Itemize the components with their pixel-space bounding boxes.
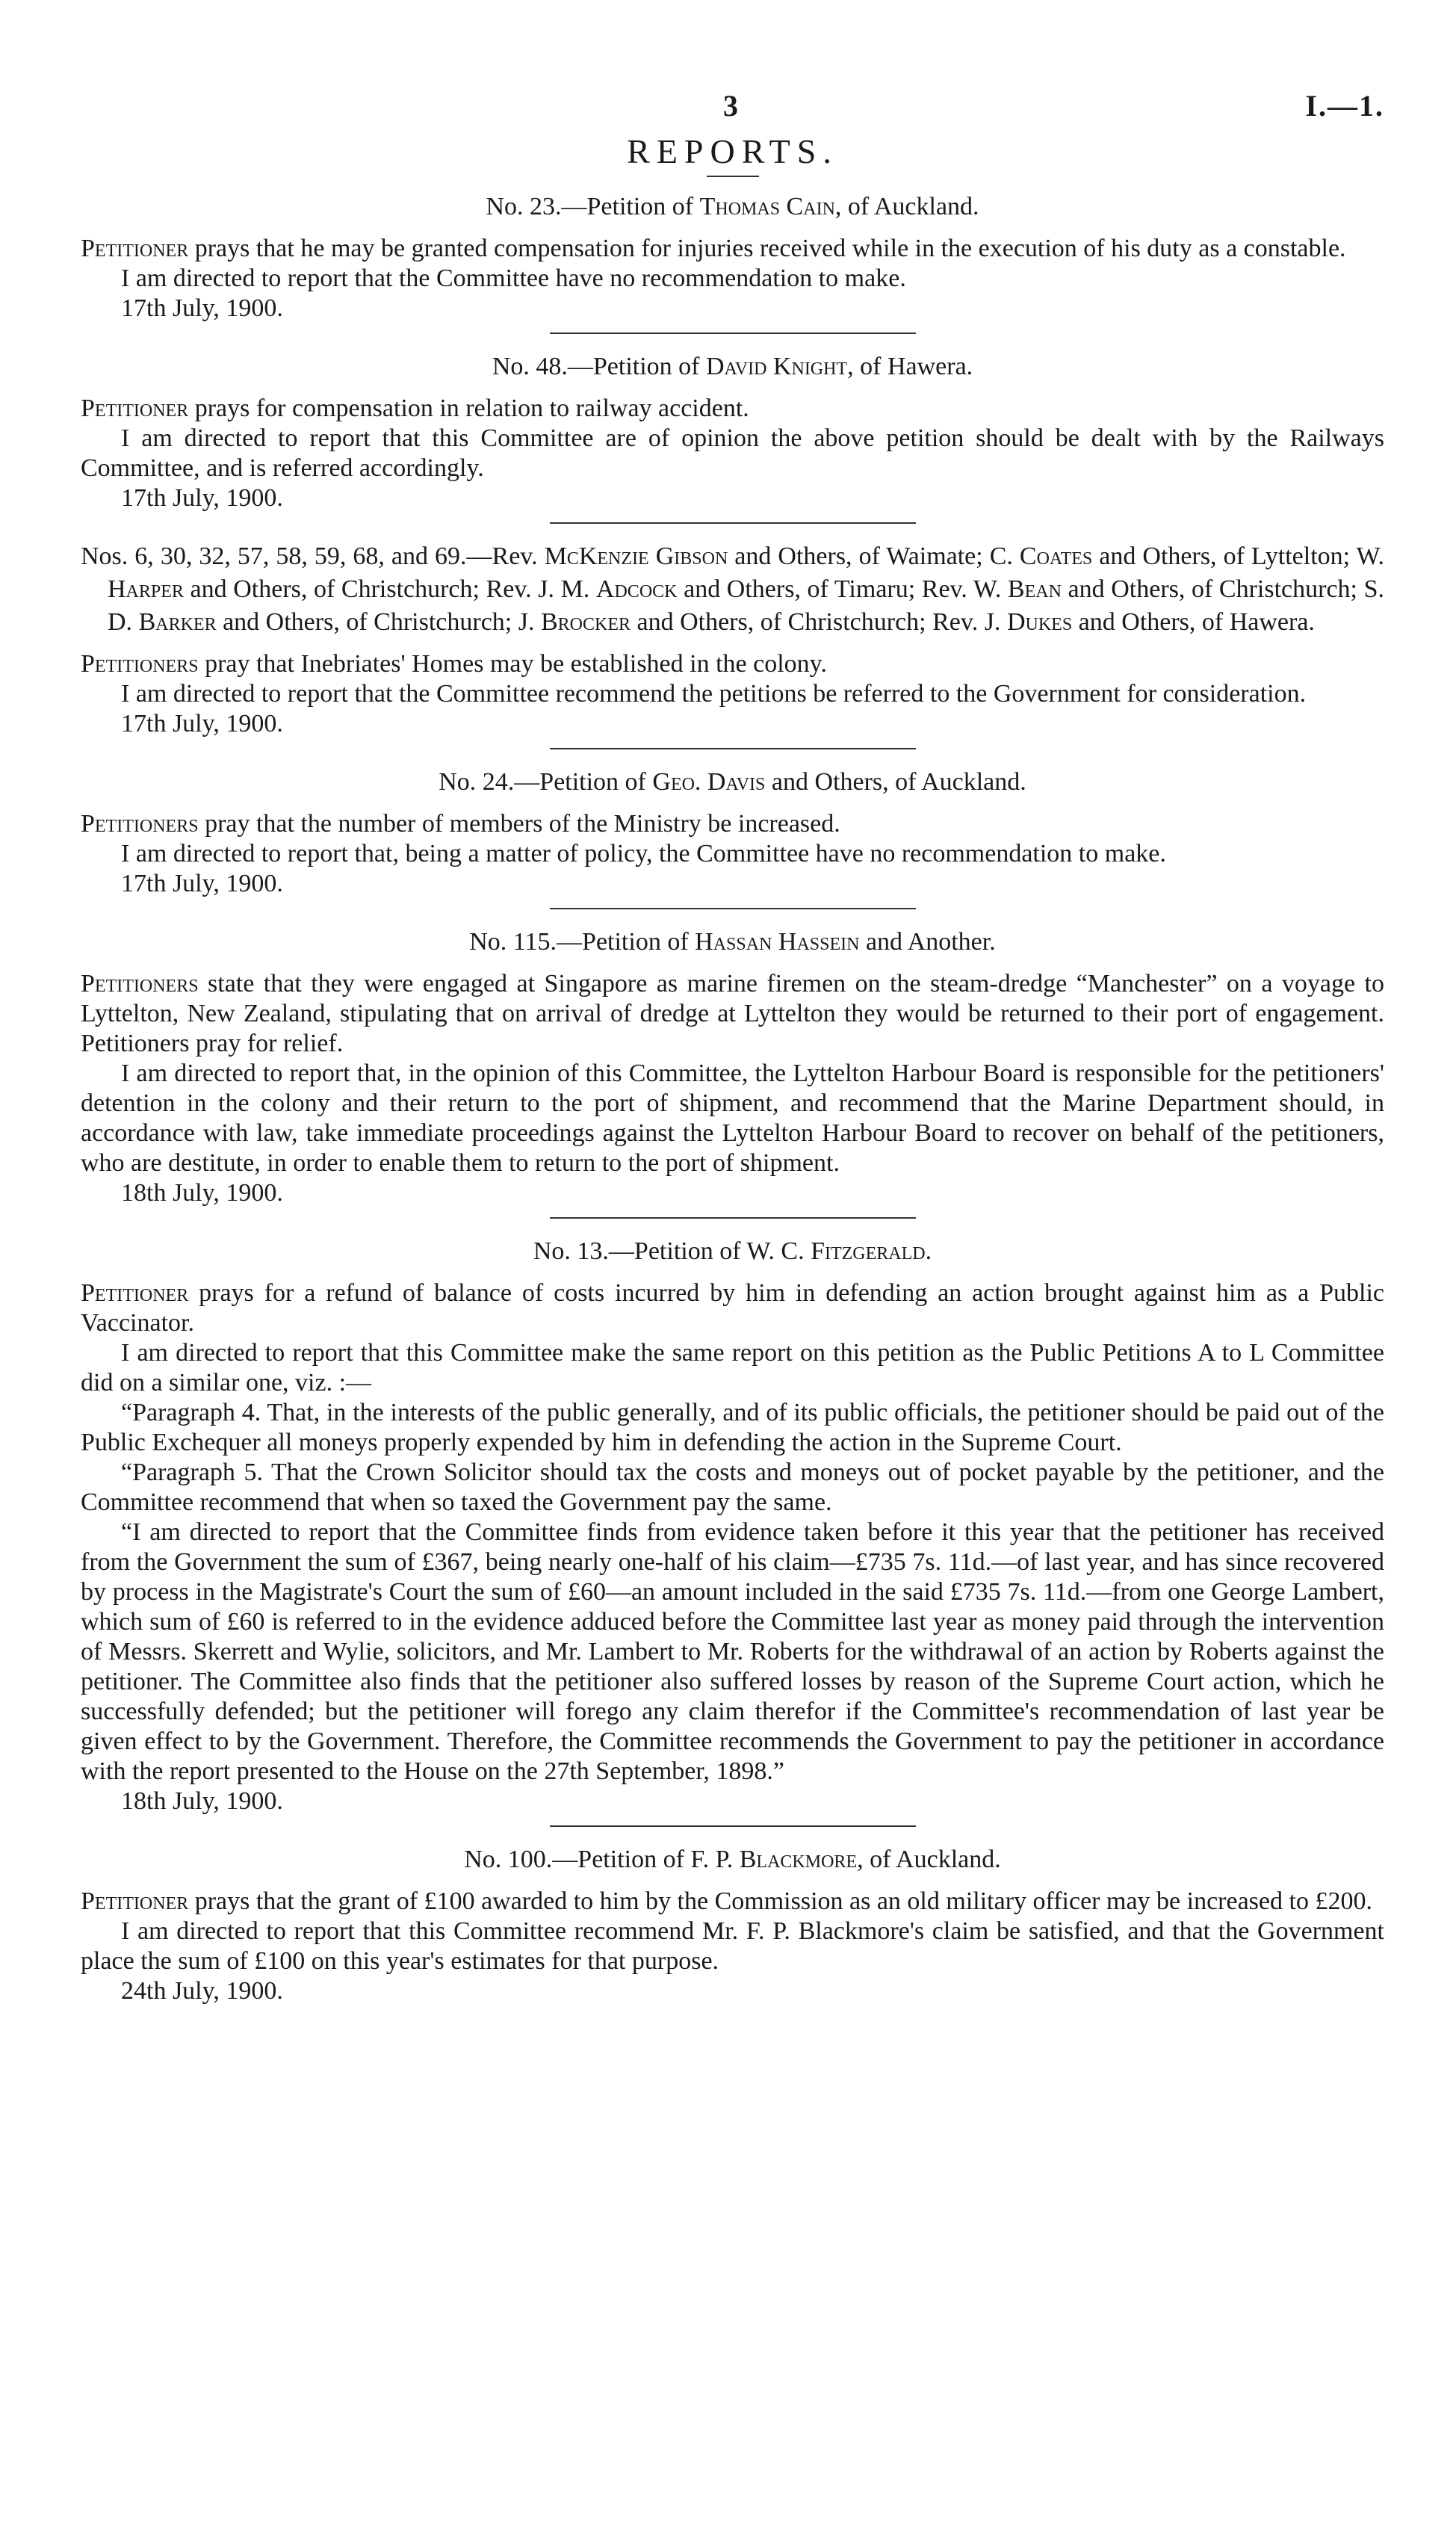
committee-report: I am directed to report that the Committee have no recommendation to make. — [121, 265, 906, 292]
report-date: 17th July, 1900. — [121, 870, 283, 897]
petition-heading: No. 100.—Petition of F. P. Blackmore, of Auckland. — [464, 1846, 1001, 1873]
committee-report: I am directed to report that, in the opinion of this Committee, the Lyttelton Harbour Board is responsible for the petitioners' detention in the colony and their return to the port of shipment, and recommend that the Marine Department should, in accordance with law, take immediate proceedings against the Lyttelton Harbour Board to recover on behalf of the petitioners, who are destitute, in order to enable them to return to the port of shipment. — [81, 1060, 1384, 1177]
petition-prayer: Petitioners state that they were engaged at Singapore as marine firemen on the steam-dredge “Manchester” on a voyage to Lyttelton, New Zealand, stipulating that on arrival of dredge at Lyttelton they would be returned to their port of engagement. Petitioners pray for relief. — [81, 970, 1384, 1057]
petitioner-name: David Knight — [705, 353, 848, 380]
page-title: REPORTS. — [627, 132, 838, 170]
quoted-paragraph-5: “Paragraph 5. That the Crown Solicitor should tax the costs and moneys out of pocket payable by the petitioner, and the Committee recommend that when so taxed the Government pay the same. — [81, 1459, 1384, 1516]
section-divider — [550, 908, 916, 909]
petition-48 — [81, 350, 1384, 513]
section-divider — [550, 1825, 916, 1827]
petitioner-name: Blackmore — [739, 1846, 858, 1873]
quoted-paragraph-4: “Paragraph 4. That, in the interests of the public generally, and of its public officials, the petitioner should be paid out of the Public Exchequer all moneys properly expended by him in defending the action in the Supreme Court. — [81, 1399, 1384, 1456]
page-header — [81, 88, 1384, 132]
petition-heading: Nos. 6, 30, 32, 57, 58, 59, 68, and 69.—Rev. McKenzie Gibson and Others, of Waimate; C. Coates and Others, of Lyttelton; W. Harper and Others, of Christchurch; Rev. J. M. Adcock and Others, of Timaru; Rev. W. Bean and Others, of Christchurch; S. D. Barker and Others, of Christchurch; J. Brocker and Others, of Christchurch; Rev. J. Dukes and Others, of Hawera. — [81, 542, 1385, 636]
petition-prayer: Petitioners pray that the number of members of the Ministry be increased. — [81, 810, 840, 838]
petition-prayer: Petitioners pray that Inebriates' Homes may be established in the colony. — [81, 650, 827, 678]
report-date: 17th July, 1900. — [121, 294, 283, 322]
petition-inebriates-homes — [81, 540, 1384, 739]
report-date: 17th July, 1900. — [121, 484, 283, 512]
committee-report: I am directed to report that, being a matter of policy, the Committee have no recommendation to make. — [121, 840, 1166, 867]
committee-report: I am directed to report that this Committee make the same report on this petition as the Public Petitions A to L Committee did on a similar one, viz. :— — [81, 1339, 1384, 1397]
petition-prayer: Petitioner prays for a refund of balance of costs incurred by him in defending an action brought against him as a Public Vaccinator. — [81, 1279, 1384, 1337]
petition-heading: No. 23.—Petition of Thomas Cain, of Auckland. — [486, 193, 979, 220]
petition-heading: No. 13.—Petition of W. C. Fitzgerald. — [533, 1237, 932, 1265]
committee-report: I am directed to report that this Committee are of opinion the above petition should be dealt with by the Railways Committee, and is referred accordingly. — [81, 424, 1384, 482]
committee-report: I am directed to report that this Committee recommend Mr. F. P. Blackmore's claim be satisfied, and that the Government place the sum of £100 on this year's estimates for that purpose. — [81, 1917, 1384, 1975]
petition-prayer: Petitioner prays for compensation in relation to railway accident. — [81, 395, 749, 422]
petition-heading: No. 115.—Petition of Hassan Hassein and Another. — [469, 928, 996, 956]
report-date: 18th July, 1900. — [121, 1787, 283, 1815]
page-reference: I.—1. — [1305, 89, 1384, 123]
petition-prayer: Petitioner prays that he may be granted compensation for injuries received while in the execution of his duty as a constable. — [81, 235, 1346, 262]
petition-23 — [81, 191, 1384, 324]
section-divider — [550, 333, 916, 334]
petition-heading: No. 24.—Petition of Geo. Davis and Others, of Auckland. — [439, 768, 1026, 796]
report-date: 24th July, 1900. — [121, 1977, 283, 2005]
title-rule — [707, 176, 759, 177]
petition-100 — [81, 1843, 1384, 2006]
petitioner-name: Geo. Davis — [652, 768, 766, 796]
petition-13 — [81, 1235, 1384, 1816]
report-date: 18th July, 1900. — [121, 1179, 283, 1207]
page-number: 3 — [723, 89, 738, 123]
petitioner-name: Thomas Cain — [699, 193, 835, 220]
petition-prayer: Petitioner prays that the grant of £100 awarded to him by the Commission as an old military officer may be increased to £200. — [81, 1887, 1372, 1915]
petition-24 — [81, 766, 1384, 899]
petition-heading: No. 48.—Petition of David Knight, of Hawera. — [492, 353, 973, 380]
committee-report: I am directed to report that the Committee recommend the petitions be referred to the Government for consideration. — [121, 680, 1307, 708]
petition-115 — [81, 926, 1384, 1208]
section-divider — [550, 1217, 916, 1219]
petitioner-name: Hassan Hassein — [695, 928, 860, 956]
report-date: 17th July, 1900. — [121, 710, 283, 737]
section-divider — [550, 522, 916, 524]
quoted-report: “I am directed to report that the Committee finds from evidence taken before it this year that the petitioner has received from the Government the sum of £367, being nearly one-half of his claim—£735 7s. 11d.—of last year, and has since recovered by process in the Magistrate's Court the sum of £60—an amount included in the said £735 7s. 11d.—from one George Lambert, which sum of £60 is referred to in the evidence adduced before the Committee last year as money paid through the intervention of Messrs. Skerrett and Wylie, solicitors, and Mr. Lambert to Mr. Roberts for the withdrawal of an action by Roberts against the petitioner. The Committee also finds that the petitioner also suffered losses by reason of the Supreme Court action, which he successfully defended; but the petitioner will forego any claim therefor if the Committee's recommendation of last year be given effect to by the Government. Therefore, the Committee recommends the Government to pay the petitioner in accordance with the report presented to the House on the 27th September, 1898.” — [81, 1518, 1384, 1785]
petitioner-name: Fitzgerald — [811, 1237, 926, 1265]
section-divider — [550, 748, 916, 749]
